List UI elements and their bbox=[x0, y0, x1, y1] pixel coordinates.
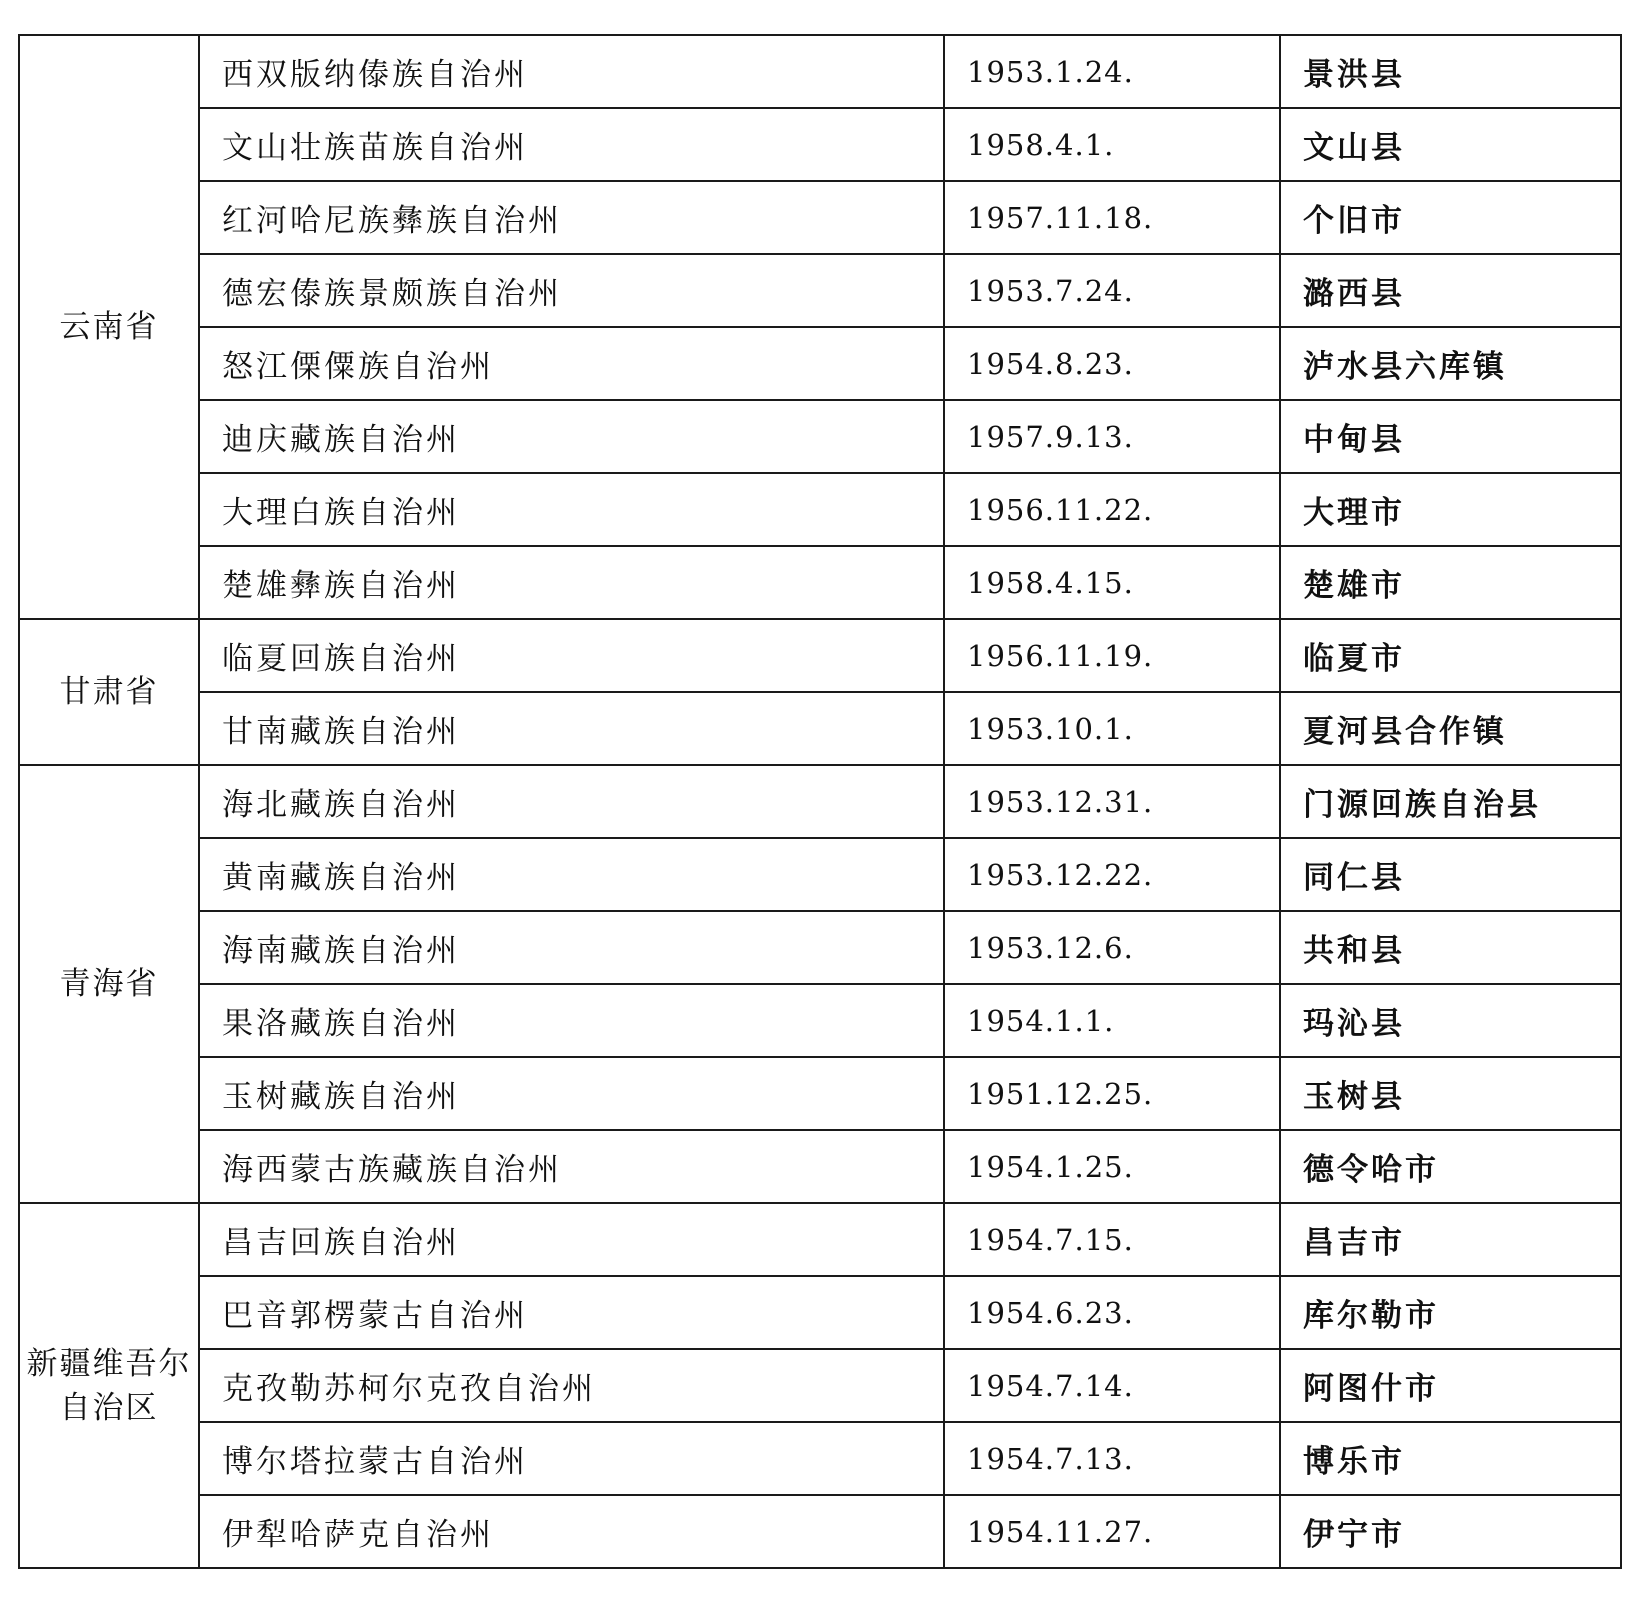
province-cell bbox=[19, 619, 199, 765]
seat-cell: 夏河县合作镇 bbox=[1280, 692, 1621, 765]
autonomous-prefecture-table bbox=[18, 34, 1622, 1569]
prefecture-name-cell: 昌吉回族自治州 bbox=[199, 1203, 944, 1276]
established-date-cell: 1954.7.14. bbox=[944, 1349, 1280, 1422]
established-date-cell: 1953.12.31. bbox=[944, 765, 1280, 838]
table-row bbox=[19, 473, 1621, 546]
province-name-line: 青海省 bbox=[59, 966, 159, 1002]
prefecture-name-cell: 临夏回族自治州 bbox=[199, 619, 944, 692]
table-row bbox=[19, 1130, 1621, 1203]
prefecture-name-cell: 果洛藏族自治州 bbox=[199, 984, 944, 1057]
prefecture-name-cell: 巴音郭楞蒙古自治州 bbox=[199, 1276, 944, 1349]
established-date-cell: 1951.12.25. bbox=[944, 1057, 1280, 1130]
province-cell bbox=[19, 1203, 199, 1568]
seat-cell: 同仁县 bbox=[1280, 838, 1621, 911]
seat-cell: 伊宁市 bbox=[1280, 1495, 1621, 1568]
province-name-line: 自治区 bbox=[59, 1389, 159, 1426]
prefecture-name-cell: 伊犁哈萨克自治州 bbox=[199, 1495, 944, 1568]
prefecture-name-cell: 西双版纳傣族自治州 bbox=[199, 35, 944, 108]
prefecture-name-cell: 迪庆藏族自治州 bbox=[199, 400, 944, 473]
province-name-line: 云南省 bbox=[59, 309, 159, 345]
province-cell bbox=[19, 765, 199, 1203]
seat-cell: 临夏市 bbox=[1280, 619, 1621, 692]
seat-cell: 玉树县 bbox=[1280, 1057, 1621, 1130]
prefecture-name-cell: 怒江傈僳族自治州 bbox=[199, 327, 944, 400]
established-date-cell: 1954.1.1. bbox=[944, 984, 1280, 1057]
prefecture-name-cell: 黄南藏族自治州 bbox=[199, 838, 944, 911]
table-row bbox=[19, 1495, 1621, 1568]
prefecture-name-cell: 博尔塔拉蒙古自治州 bbox=[199, 1422, 944, 1495]
prefecture-name-cell: 海南藏族自治州 bbox=[199, 911, 944, 984]
established-date-cell: 1957.9.13. bbox=[944, 400, 1280, 473]
province-name-line: 新疆维吾尔 bbox=[26, 1345, 192, 1382]
table-row bbox=[19, 400, 1621, 473]
established-date-cell: 1954.8.23. bbox=[944, 327, 1280, 400]
prefecture-name-cell: 克孜勒苏柯尔克孜自治州 bbox=[199, 1349, 944, 1422]
table-row bbox=[19, 984, 1621, 1057]
table-row bbox=[19, 619, 1621, 692]
seat-cell: 阿图什市 bbox=[1280, 1349, 1621, 1422]
seat-cell: 博乐市 bbox=[1280, 1422, 1621, 1495]
seat-cell: 楚雄市 bbox=[1280, 546, 1621, 619]
table-row bbox=[19, 1276, 1621, 1349]
table-row bbox=[19, 546, 1621, 619]
prefecture-name-cell: 玉树藏族自治州 bbox=[199, 1057, 944, 1130]
seat-cell: 个旧市 bbox=[1280, 181, 1621, 254]
table-row bbox=[19, 692, 1621, 765]
prefecture-name-cell: 海北藏族自治州 bbox=[199, 765, 944, 838]
table-row bbox=[19, 1203, 1621, 1276]
seat-cell: 门源回族自治县 bbox=[1280, 765, 1621, 838]
seat-cell: 库尔勒市 bbox=[1280, 1276, 1621, 1349]
table-row bbox=[19, 838, 1621, 911]
seat-cell: 昌吉市 bbox=[1280, 1203, 1621, 1276]
seat-cell: 玛沁县 bbox=[1280, 984, 1621, 1057]
province-cell bbox=[19, 35, 199, 619]
prefecture-name-cell: 文山壮族苗族自治州 bbox=[199, 108, 944, 181]
seat-cell: 共和县 bbox=[1280, 911, 1621, 984]
established-date-cell: 1954.11.27. bbox=[944, 1495, 1280, 1568]
table-row bbox=[19, 1349, 1621, 1422]
established-date-cell: 1953.10.1. bbox=[944, 692, 1280, 765]
seat-cell: 大理市 bbox=[1280, 473, 1621, 546]
established-date-cell: 1958.4.15. bbox=[944, 546, 1280, 619]
prefecture-name-cell: 海西蒙古族藏族自治州 bbox=[199, 1130, 944, 1203]
established-date-cell: 1953.1.24. bbox=[944, 35, 1280, 108]
established-date-cell: 1956.11.19. bbox=[944, 619, 1280, 692]
seat-cell: 景洪县 bbox=[1280, 35, 1621, 108]
table-row bbox=[19, 181, 1621, 254]
seat-cell: 文山县 bbox=[1280, 108, 1621, 181]
table-row bbox=[19, 1057, 1621, 1130]
table-row bbox=[19, 108, 1621, 181]
table-row bbox=[19, 765, 1621, 838]
established-date-cell: 1957.11.18. bbox=[944, 181, 1280, 254]
seat-cell: 潞西县 bbox=[1280, 254, 1621, 327]
seat-cell: 德令哈市 bbox=[1280, 1130, 1621, 1203]
established-date-cell: 1954.7.13. bbox=[944, 1422, 1280, 1495]
established-date-cell: 1954.1.25. bbox=[944, 1130, 1280, 1203]
prefecture-name-cell: 德宏傣族景颇族自治州 bbox=[199, 254, 944, 327]
table-row bbox=[19, 327, 1621, 400]
established-date-cell: 1958.4.1. bbox=[944, 108, 1280, 181]
table-row bbox=[19, 911, 1621, 984]
seat-cell: 中甸县 bbox=[1280, 400, 1621, 473]
prefecture-name-cell: 甘南藏族自治州 bbox=[199, 692, 944, 765]
established-date-cell: 1954.6.23. bbox=[944, 1276, 1280, 1349]
table-body bbox=[19, 35, 1621, 1568]
seat-cell: 泸水县六库镇 bbox=[1280, 327, 1621, 400]
table-row bbox=[19, 1422, 1621, 1495]
prefecture-name-cell: 楚雄彝族自治州 bbox=[199, 546, 944, 619]
established-date-cell: 1953.7.24. bbox=[944, 254, 1280, 327]
established-date-cell: 1953.12.6. bbox=[944, 911, 1280, 984]
prefecture-name-cell: 大理白族自治州 bbox=[199, 473, 944, 546]
table-row bbox=[19, 254, 1621, 327]
prefecture-name-cell: 红河哈尼族彝族自治州 bbox=[199, 181, 944, 254]
province-name-line: 甘肃省 bbox=[59, 674, 159, 710]
established-date-cell: 1954.7.15. bbox=[944, 1203, 1280, 1276]
established-date-cell: 1956.11.22. bbox=[944, 473, 1280, 546]
established-date-cell: 1953.12.22. bbox=[944, 838, 1280, 911]
table-row bbox=[19, 35, 1621, 108]
